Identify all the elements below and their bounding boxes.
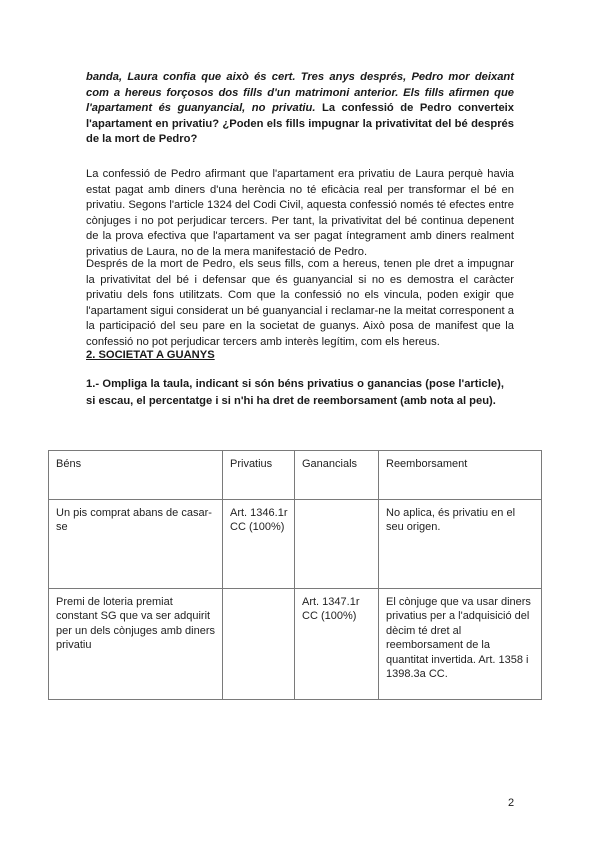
goods-classification-table [48, 450, 542, 700]
table-row [49, 589, 542, 700]
answer-paragraph-heirs: Després de la mort de Pedro, els seus fills, com a hereus, tenen ple dret a impugnar la privativitat del bé i defensar que és guanyancial si no es demostra el caràcter privatiu dels fons utilitzats. Com que la confessió no els vincula, poden exigir que l'apartament sigui considerat un bé guanyancial i reclamar-ne la meitat corresponent a la participació del seu pare en la societat de guanys. Això posa de manifest que la confessió no pot perjudicar tercers amb interès legítim, com els hereus. [86, 258, 514, 348]
page-number: 2 [508, 797, 515, 809]
cell-reemborsament: No aplica, és privatiu en el seu origen. [379, 500, 542, 589]
cell-bens: Un pis comprat abans de casar-se [49, 500, 223, 589]
answer-paragraph-confession: La confessió de Pedro afirmant que l'apartament era privatiu de Laura perquè havia estat pagat amb diners d'una herència no té eficàcia real per transformar el bé en privatiu. Segons l'article 1324 del Codi Civil, aquesta confessió només té efectes entre cònjuges i no pot perjudicar tercers. Per tant, la privativitat del bé continua depenent de la prova efectiva que l'apartament va ser pagat íntegrament amb diners realment privatius de Laura, no de la mera manifestació de Pedro. [86, 168, 514, 258]
exercise-question: 1.- Ompliga la taula, indicant si són béns privatius o ganancias (pose l'article), si escau, el percentatge i si n'hi ha dret de reemborsament (amb nota al peu). [86, 378, 504, 407]
column-header-bens: Béns [49, 451, 223, 500]
table-row [49, 500, 542, 589]
case-question-text: La confessió de Pedro converteix l'apartament en privatiu? ¿Poden els fills impugnar la privativitat del bé després de la mort de Pedro? [86, 102, 515, 146]
cell-ganancials: Art. 1347.1r CC (100%) [295, 589, 379, 700]
table-header-row [49, 451, 542, 500]
cell-ganancials [295, 500, 379, 589]
section-heading: 2. SOCIETAT A GUANYS [86, 349, 215, 361]
case-statement-text: banda, Laura confia que això és cert. Tres anys després, Pedro mor deixant com a hereus forçosos dos fills d'un matrimoni anterior. Els fills afirmen que l'apartament és guanyancial, no privatiu. [86, 71, 514, 115]
cell-privatius: Art. 1346.1r CC (100%) [223, 500, 295, 589]
column-header-reemborsament: Reemborsament [379, 451, 542, 500]
cell-reemborsament: El cònjuge que va usar diners privatius per a l'adquisició del dècim té dret al reemborsament de la quantitat invertida. Art. 1358 i 1398.3a CC. [379, 589, 542, 700]
cell-privatius [223, 589, 295, 700]
column-header-ganancials: Ganancials [295, 451, 379, 500]
intro-paragraph [86, 70, 514, 148]
column-header-privatius: Privatius [223, 451, 295, 500]
cell-bens: Premi de loteria premiat constant SG que va ser adquirit per un dels cònjuges amb diners privatiu [49, 589, 223, 700]
